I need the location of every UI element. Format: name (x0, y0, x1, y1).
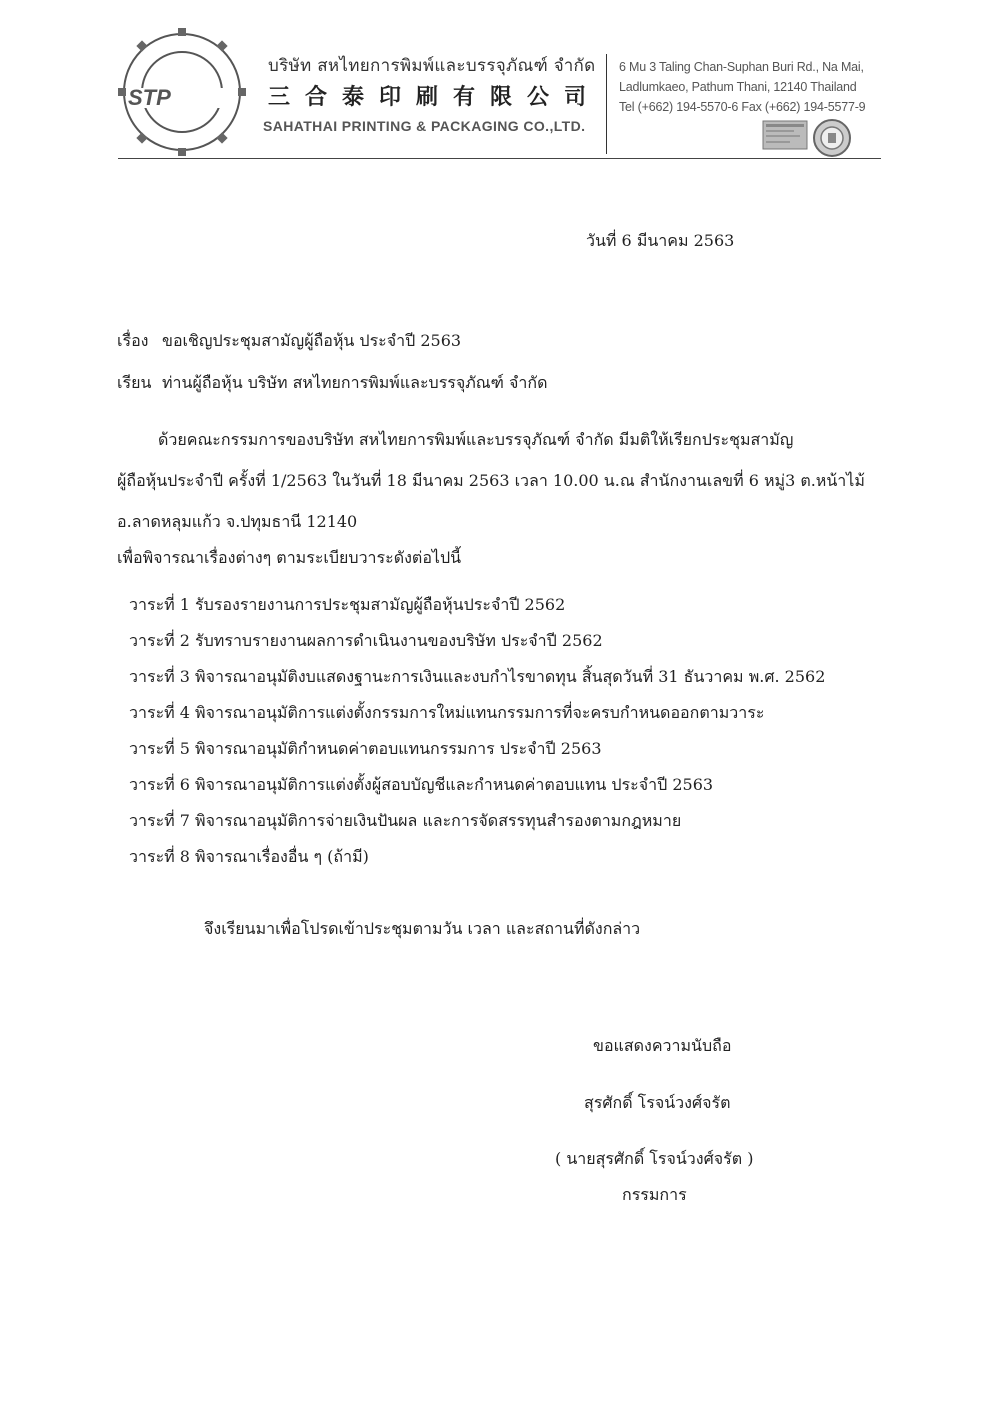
letter-date: วันที่ 6 มีนาคม 2563 (586, 231, 735, 250)
address-line-2: Ladlumkaeo, Pathum Thani, 12140 Thailand (619, 80, 857, 94)
header-divider (606, 54, 607, 154)
agenda-item: วาระที่ 5 พิจารณาอนุมัติกำหนดค่าตอบแทนกรรมการ ประจำปี 2563 (129, 739, 602, 758)
agenda-item: วาระที่ 8 พิจารณาเรื่องอื่น ๆ (ถ้ามี) (129, 847, 369, 866)
address-line-1: 6 Mu 3 Taling Chan-Suphan Buri Rd., Na Mai, (619, 60, 864, 74)
iso-certificate-badge (762, 120, 808, 150)
agenda-item: วาระที่ 4 พิจารณาอนุมัติการแต่งตั้งกรรมการใหม่แทนกรรมการที่จะครบกำหนดออกตามวาระ (129, 703, 765, 722)
phone-fax-line: Tel (+662) 194-5570-6 Fax (+662) 194-5577-9 (619, 100, 866, 114)
subject-label: เรื่อง (117, 331, 149, 350)
signature-name: สุรศักดิ์ โรจน์วงศ์จรัต (584, 1093, 731, 1112)
regards-text: ขอแสดงความนับถือ (593, 1036, 732, 1055)
recipient-label: เรียน (117, 373, 152, 392)
body-paragraph-line-2: ผู้ถือหุ้นประจำปี ครั้งที่ 1/2563 ในวันที่ 18 มีนาคม 2563 เวลา 10.00 น.ณ สำนักงานเลขที่ 6 หมู่3 ต.หน้าไม้ (117, 471, 865, 490)
company-name-thai: บริษัท สหไทยการพิมพ์และบรรจุภัณฑ์ จำกัด (268, 56, 596, 76)
bureau-veritas-seal-icon (812, 118, 852, 158)
subject-text: ขอเชิญประชุมสามัญผู้ถือหุ้น ประจำปี 2563 (162, 331, 462, 350)
agenda-item: วาระที่ 6 พิจารณาอนุมัติการแต่งตั้งผู้สอบบัญชีและกำหนดค่าตอบแทน ประจำปี 2563 (129, 775, 714, 794)
closing-line: จึงเรียนมาเพื่อโปรดเข้าประชุมตามวัน เวลา และสถานที่ดังกล่าว (204, 919, 641, 938)
header-rule (118, 158, 881, 159)
agenda-item: วาระที่ 7 พิจารณาอนุมัติการจ่ายเงินปันผล และการจัดสรรทุนสำรองตามกฎหมาย (129, 811, 682, 830)
recipient-text: ท่านผู้ถือหุ้น บริษัท สหไทยการพิมพ์และบรรจุภัณฑ์ จำกัด (162, 373, 548, 392)
body-paragraph-line-3: อ.ลาดหลุมแก้ว จ.ปทุมธานี 12140 (117, 512, 358, 531)
agenda-item: วาระที่ 2 รับทราบรายงานผลการดำเนินงานของบริษัท ประจำปี 2562 (129, 631, 603, 650)
signer-full-name: ( นายสุรศักดิ์ โรจน์วงศ์จรัต ) (555, 1149, 754, 1168)
agenda-item: วาระที่ 1 รับรองรายงานการประชุมสามัญผู้ถือหุ้นประจำปี 2562 (129, 595, 566, 614)
company-logo (118, 28, 246, 156)
logo-text: STP (128, 85, 171, 110)
signer-title: กรรมการ (622, 1185, 687, 1204)
body-paragraph-line-4: เพื่อพิจารณาเรื่องต่างๆ ตามระเบียบวาระดังต่อไปนี้ (117, 548, 462, 567)
company-name-english: SAHATHAI PRINTING & PACKAGING CO.,LTD. (263, 118, 586, 134)
company-name-chinese: 三合泰印刷有限公司 (268, 84, 602, 110)
agenda-item: วาระที่ 3 พิจารณาอนุมัติงบแสดงฐานะการเงินและงบกำไรขาดทุน สิ้นสุดวันที่ 31 ธันวาคม พ.ศ. 2562 (129, 667, 826, 686)
body-paragraph-line-1: ด้วยคณะกรรมการของบริษัท สหไทยการพิมพ์และบรรจุภัณฑ์ จำกัด มีมติให้เรียกประชุมสามัญ (158, 430, 794, 449)
